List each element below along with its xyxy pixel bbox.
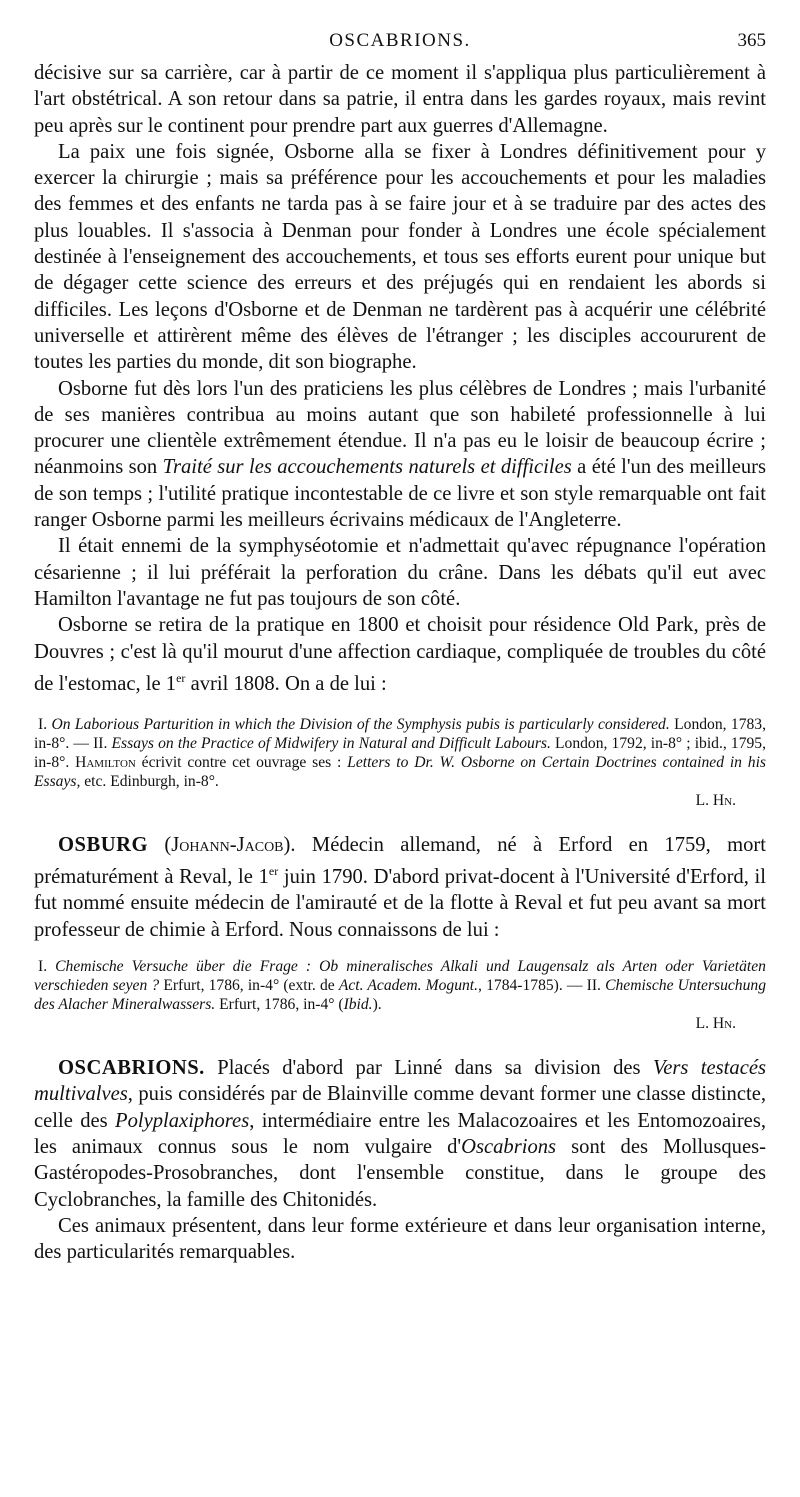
osborne-bibliography: I. On Laborious Parturition in which the Division of the Symphysis pubis is particularly considered. London, 1783, in-8°. — II. Essays on the Practice of Midwifery in Natural and Difficult Labours. London, 1792, in-8° ; ibid., 1795, in-8°. Hamilton écrivit contre cet ouvrage ses : Letters to Dr. W. Osborne on Certain Doctrines contained in his Essays, etc. Edinburgh, in-8°.: [34, 715, 767, 790]
osborne-paragraph-5: Osborne se retira de la pratique en 1800 et choisit pour résidence Old Park, près de Douvres ; c'est là qu'il mourut d'une affection cardiaque, compliquée de troubles du côté de l'estomac, le 1er avril 1808. On a de lui :: [34, 614, 766, 695]
running-title: OSCABRIONS.: [329, 30, 471, 51]
oscabrions-headword: OSCABRIONS.: [58, 1057, 205, 1080]
osborne-paragraph-1: décisive sur sa carrière, car à partir de ce moment il s'appliqua plus particulièrement à l'art obstétrical. A son retour dans sa patrie, il entra dans les gardes royaux, mais revint peu après sur le continent pour prendre part aux guerres d'Allemagne.: [34, 62, 766, 137]
osborne-paragraph-4: Il était ennemi de la symphyséotomie et n'admettait qu'avec répugnance l'opération césarienne ; il lui préférait la perforation du crâne. Dans les débats qu'il eut avec Hamilton l'avantage ne fut pas toujours de son côté.: [34, 535, 766, 610]
running-header: [34, 26, 766, 60]
osburg-headword: OSBURG: [58, 833, 148, 856]
oscabrions-entry: OSCABRIONS. Placés d'abord par Linné dans sa division des Vers testacés multivalves, puis considérés par de Blainville comme devant former une classe distincte, celle des Polyplaxiphores, intermédiaire entre les Malacozoaires et les Entomozoaires, les animaux connus sous le nom vulgaire d'Oscabrions sont des Mollusques-Gastéropodes-Prosobranches, dont l'ensemble constitue, dans le groupe des Cyclobranches, la famille des Chitonidés.: [34, 1057, 766, 1211]
page-number: 365: [737, 30, 766, 51]
osburg-signature: L. Hn.: [695, 1015, 736, 1033]
osburg-bibliography: I. Chemische Versuche über die Frage : Ob mineralisches Alkali und Laugensalz als Arten oder Varietäten verschieden seyen ? Erfurt, 1786, in-4° (extr. de Act. Academ. Mogunt., 1784-1785). — II. Chemische Untersuchung des Alacher Mineralwassers. Erfurt, 1786, in-4° (Ibid.).: [34, 958, 766, 1014]
page: [34, 26, 766, 1265]
osborne-signature: L. Hn.: [695, 791, 736, 809]
osburg-entry: OSBURG (Johann-Jacob). Médecin allemand, né à Erford en 1759, mort prématurément à Reval, le 1er juin 1790. D'abord privat-docent à l'Université d'Erford, il fut nommé ensuite médecin de l'amirauté et de la flotte à Reval et fut peu avant sa mort professeur de chimie à Erford. Nous connaissons de lui :: [34, 833, 766, 941]
osborne-paragraph-3: Osborne fut dès lors l'un des praticiens les plus célèbres de Londres ; mais l'urbanité de ses manières contribua au moins autant que son habileté professionnelle à lui procurer une clientèle extrêmement étendue. Il n'a pas eu le loisir de beaucoup écrire ; néanmoins son Traité sur les accouchements naturels et difficiles a été l'un des meilleurs de son temps ; l'utilité pratique incontestable de ce livre et son style remarquable ont fait ranger Osborne parmi les meilleurs écrivains médicaux de l'Angleterre.: [34, 377, 767, 532]
treatise-title: Traité sur les accouchements naturels et difficiles: [162, 456, 572, 479]
oscabrions-paragraph-2: Ces animaux présentent, dans leur forme extérieure et dans leur organisation interne, des particularités remarquables.: [34, 1214, 766, 1264]
osborne-paragraph-2: La paix une fois signée, Osborne alla se fixer à Londres définitivement pour y exercer la chirurgie ; mais sa préférence pour les accouchements et pour les maladies des femmes et des enfants ne tarda pas à se faire jour et à se traduire par des actes des plus louables. Il s'associa à Denman pour fonder à Londres une école spécialement destinée à l'enseignement des accouchements, et tous ses efforts eurent pour unique but de dégager cette science des erreurs et des préjugés qui en rendaient les abords si difficiles. Les leçons d'Osborne et de Denman ne tardèrent pas à acquérir une célébrité universelle et attirèrent même des élèves de l'étranger ; les disciples accoururent de toutes les parties du monde, dit son biographe.: [34, 140, 766, 374]
